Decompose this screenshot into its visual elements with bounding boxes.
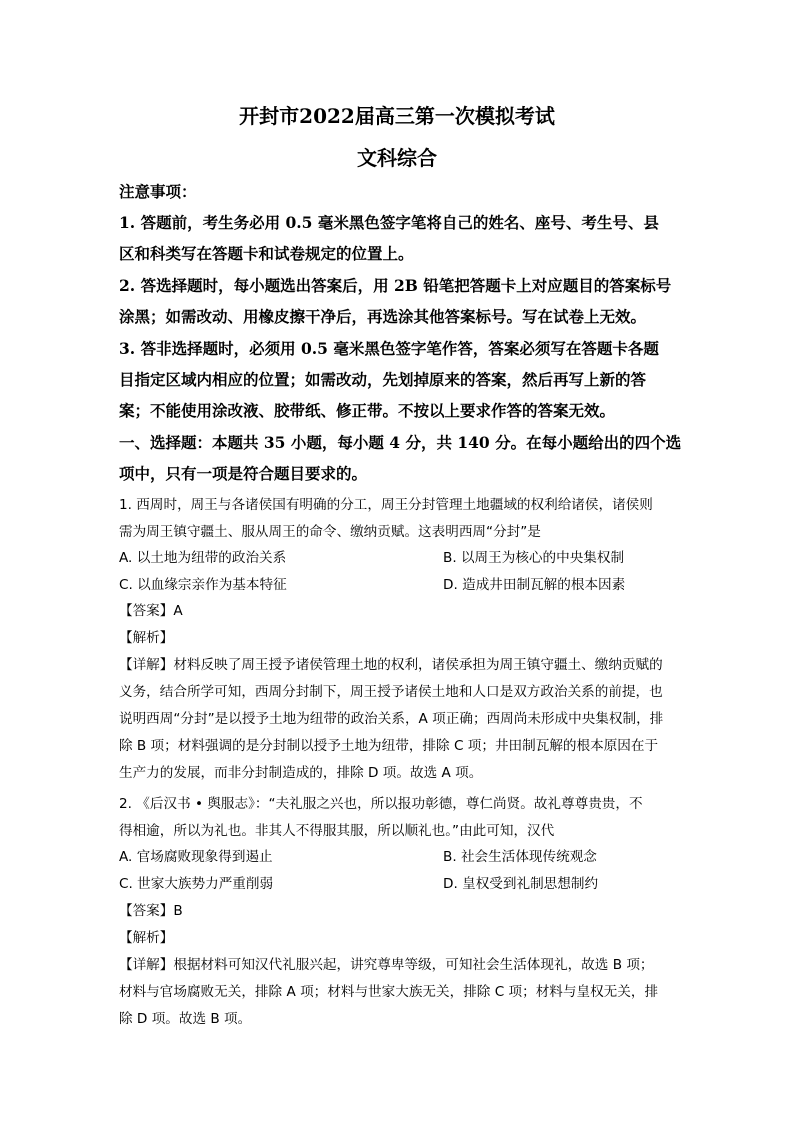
question-1-option-b: B. 以周王为核心的中央集权制 (443, 550, 625, 566)
question-1-answer: 【答案】A (119, 603, 183, 619)
question-2-answer: 【答案】B (119, 903, 183, 919)
question-2-analysis-label: 【解析】 (119, 930, 174, 946)
exam-subtitle: 文科综合 (357, 146, 437, 170)
question-1-detail: 除 B 项；材料强调的是分封制以授予土地为纽带，排除 C 项；井田制瓦解的根本原因在于 (119, 738, 659, 754)
question-2-option-d: D. 皇权受到礼制思想制约 (443, 876, 599, 892)
exam-title: 开封市2022届高三第一次模拟考试 (239, 104, 555, 128)
question-1-stem: 需为周王镇守疆土、服从周王的命令、缴纳贡赋。这表明西周“分封”是 (119, 524, 541, 540)
notice-heading: 注意事项： (119, 182, 197, 201)
notice-line: 涂黑；如需改动、用橡皮擦干净后，再选涂其他答案标号。写在试卷上无效。 (119, 307, 647, 326)
question-2-option-a: A. 官场腐败现象得到遏止 (119, 849, 273, 865)
question-2-stem: 得相逾，所以为礼也。非其人不得服其服，所以顺礼也。”由此可知，汉代 (119, 823, 555, 839)
question-2-detail: 材料与官场腐败无关，排除 A 项；材料与世家大族无关，排除 C 项；材料与皇权无关，排 (119, 984, 659, 1000)
question-1-stem: 1. 西周时，周王与各诸侯国有明确的分工，周王分封管理土地疆域的权利给诸侯，诸侯则 (119, 497, 653, 513)
notice-line: 目指定区域内相应的位置；如需改动，先划掉原来的答案，然后再写上新的答 (119, 370, 647, 389)
question-2-option-b: B. 社会生活体现传统观念 (443, 849, 597, 865)
question-2-option-c: C. 世家大族势力严重削弱 (119, 876, 274, 892)
notice-line: 案；不能使用涂改液、胶带纸、修正带。不按以上要求作答的答案无效。 (119, 401, 616, 420)
notice-line: 1. 答题前，考生务必用 0.5 毫米黑色签字笔将自己的姓名、座号、考生号、县 (119, 213, 659, 232)
question-1-detail: 说明西周“分封”是以授予土地为纽带的政治关系，A 项正确；西周尚未形成中央集权制，排 (119, 711, 664, 727)
question-1-detail: 【详解】材料反映了周王授予诸侯管理土地的权利，诸侯承担为周王镇守疆土、缴纳贡赋的 (119, 657, 663, 673)
notice-line: 3. 答非选择题时，必须用 0.5 毫米黑色签字笔作答，答案必须写在答题卡各题 (119, 339, 659, 358)
question-1-option-c: C. 以血缘宗亲作为基本特征 (119, 577, 287, 593)
notice-line: 2. 答选择题时，每小题选出答案后，用 2B 铅笔把答题卡上对应题目的答案标号 (119, 276, 672, 295)
question-2-detail: 【详解】根据材料可知汉代礼服兴起，讲究尊卑等级，可知社会生活体现礼，故选 B 项； (119, 957, 654, 973)
question-1-option-d: D. 造成井田制瓦解的根本因素 (443, 577, 626, 593)
section-heading: 项中，只有一项是符合题目要求的。 (119, 464, 368, 483)
notice-line: 区和科类写在答题卡和试卷规定的位置上。 (119, 244, 414, 263)
question-1-detail: 义务，结合所学可知，西周分封制下，周王授予诸侯土地和人口是双方政治关系的前提，也 (119, 684, 663, 700)
section-heading: 一、选择题：本题共 35 小题，每小题 4 分，共 140 分。在每小题给出的四个选 (119, 433, 682, 452)
question-2-detail: 除 D 项。故选 B 项。 (119, 1011, 252, 1027)
question-1-analysis-label: 【解析】 (119, 630, 174, 646)
question-2-stem: 2. 《后汉书 • 舆服志》：“夫礼服之兴也，所以报功彰德，尊仁尚贤。故礼尊尊贵贵，不 (119, 796, 643, 812)
question-1-detail: 生产力的发展，而非分封制造成的，排除 D 项。故选 A 项。 (119, 765, 483, 781)
question-1-option-a: A. 以土地为纽带的政治关系 (119, 550, 287, 566)
